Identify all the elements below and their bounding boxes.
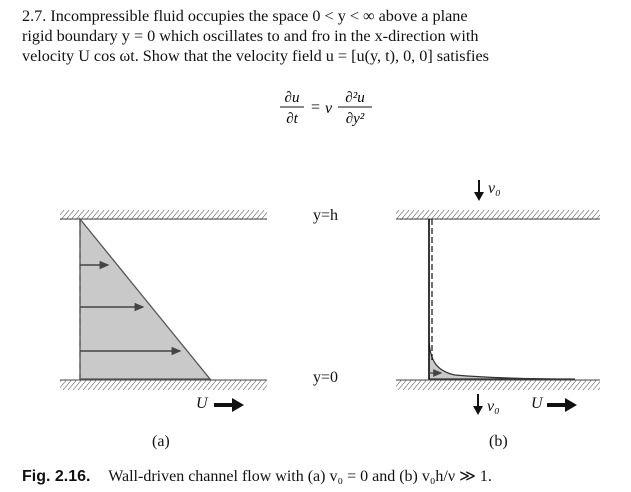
wall-velocity-label-b: U	[531, 395, 543, 412]
equals-sign: =	[311, 99, 321, 116]
boundary-layer-profile	[429, 219, 575, 379]
problem-line-2: rigid boundary y = 0 which oscillates to and fro in the x-direction with	[22, 27, 479, 45]
bottom-wall-b	[396, 380, 600, 390]
problem-line-3: velocity U cos ωt. Show that the velocity field u = [u(y, t), 0, 0] satisfies	[22, 47, 489, 65]
suction-arrow-bottom	[473, 394, 483, 415]
wall-velocity-label-a: U	[196, 395, 208, 412]
label-y-equals-0: y=0	[313, 369, 339, 386]
panel-a	[60, 210, 267, 412]
suction-velocity-top-label: v₀	[488, 180, 501, 197]
suction-arrow-top	[474, 180, 484, 201]
rhs-denominator: ∂y²	[345, 111, 365, 127]
caption-text: Wall-driven channel flow with (a) v₀ = 0 and (b) v₀h/ν ≫ 1.	[108, 468, 492, 485]
viscosity-symbol: ν	[325, 100, 333, 117]
wall-motion-arrow-a	[214, 398, 244, 412]
panel-b	[396, 180, 600, 415]
wall-motion-arrow-b	[547, 398, 577, 412]
suction-velocity-bottom-label: v₀	[487, 398, 500, 415]
rhs-numerator: ∂²u	[345, 90, 365, 106]
lhs-numerator: ∂u	[284, 90, 300, 106]
linear-velocity-profile	[80, 219, 210, 379]
panel-b-label: (b)	[489, 433, 508, 450]
problem-line-1: 2.7. Incompressible fluid occupies the space 0 < y < ∞ above a plane	[22, 7, 468, 25]
label-y-equals-h: y=h	[313, 207, 339, 224]
caption-number: Fig. 2.16.	[22, 468, 91, 485]
panel-a-label: (a)	[152, 433, 170, 450]
figure-caption	[22, 466, 492, 486]
bottom-wall-a	[60, 380, 267, 390]
lhs-denominator: ∂t	[286, 111, 298, 127]
